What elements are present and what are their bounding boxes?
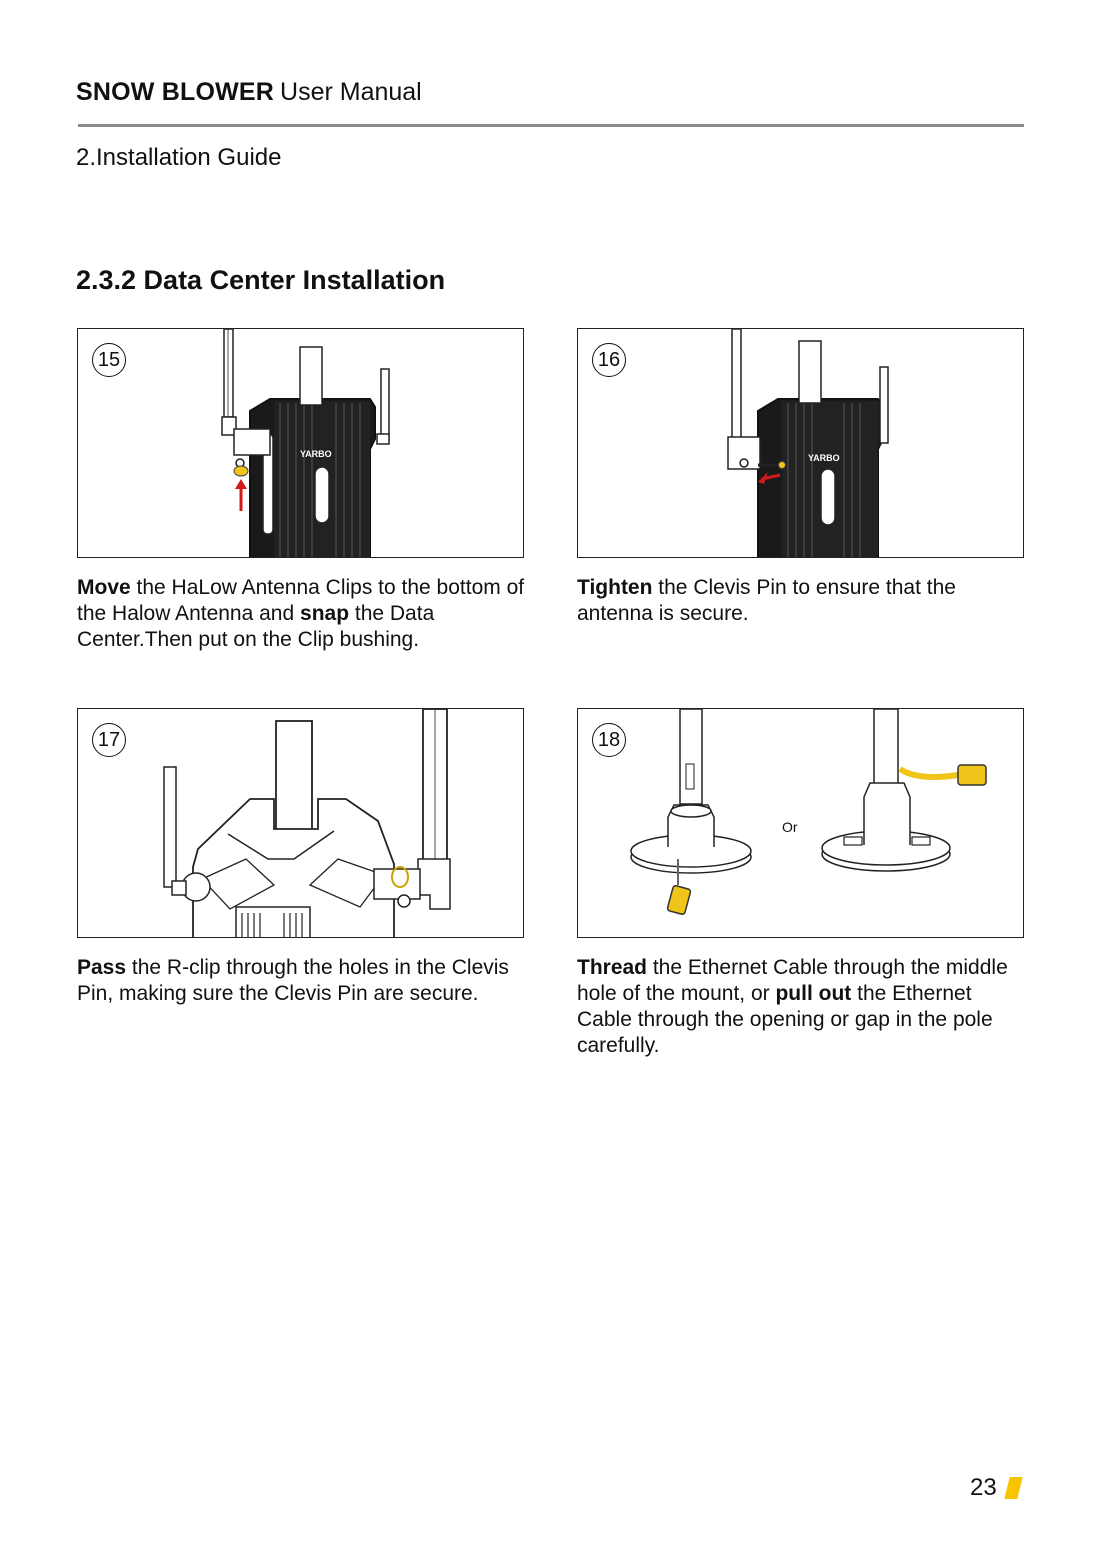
page-accent-mark — [1004, 1477, 1022, 1499]
data-center-antenna-clip-drawing — [78, 329, 524, 558]
description-text: the R-clip through the holes in the Clevis Pin, making sure the Clevis Pin are secure. — [77, 956, 509, 1005]
device-logo-text: YARBO — [808, 453, 840, 463]
emphasized-text: snap — [300, 602, 350, 625]
emphasized-text: pull out — [775, 982, 852, 1005]
header-rule — [78, 124, 1024, 127]
step-number-badge: 15 — [92, 343, 126, 377]
description-text: the Data Center.Then put on the Clip bushing. — [77, 602, 435, 651]
emphasized-text: Tighten — [577, 576, 653, 599]
description-text: the Clevis Pin to ensure that the antenna is secure. — [577, 576, 956, 625]
step-18-description — [577, 955, 1027, 1059]
step-number-badge: 17 — [92, 723, 126, 757]
document-type: User Manual — [280, 78, 422, 106]
description-text: the Ethernet Cable through the middle hole of the mount, or — [577, 956, 1008, 1005]
r-clip-drawing — [78, 709, 524, 938]
step-number-badge: 18 — [592, 723, 626, 757]
chapter-title: 2.Installation Guide — [76, 144, 282, 171]
step-16-illustration — [577, 328, 1024, 558]
product-name: SNOW BLOWER — [76, 78, 275, 106]
document-header — [76, 78, 422, 107]
mount-cable-drawing — [578, 709, 1024, 938]
emphasized-text: Pass — [77, 956, 127, 979]
step-17-illustration — [77, 708, 524, 938]
step-15-description — [77, 575, 527, 653]
page-number: 23 — [970, 1474, 997, 1501]
emphasized-text: Move — [77, 576, 131, 599]
step-16-description — [577, 575, 1027, 627]
description-text: the Ethernet Cable through the opening or gap in the pole carefully. — [577, 982, 993, 1057]
device-logo-text: YARBO — [300, 449, 332, 459]
clevis-pin-tighten-drawing — [578, 329, 1024, 558]
or-label: Or — [782, 819, 798, 835]
emphasized-text: Thread — [577, 956, 648, 979]
section-title: 2.3.2 Data Center Installation — [76, 265, 446, 295]
step-number-badge: 16 — [592, 343, 626, 377]
step-15-illustration — [77, 328, 524, 558]
step-17-description — [77, 955, 527, 1007]
description-text: the HaLow Antenna Clips to the bottom of the Halow Antenna and — [77, 576, 525, 625]
step-18-illustration — [577, 708, 1024, 938]
